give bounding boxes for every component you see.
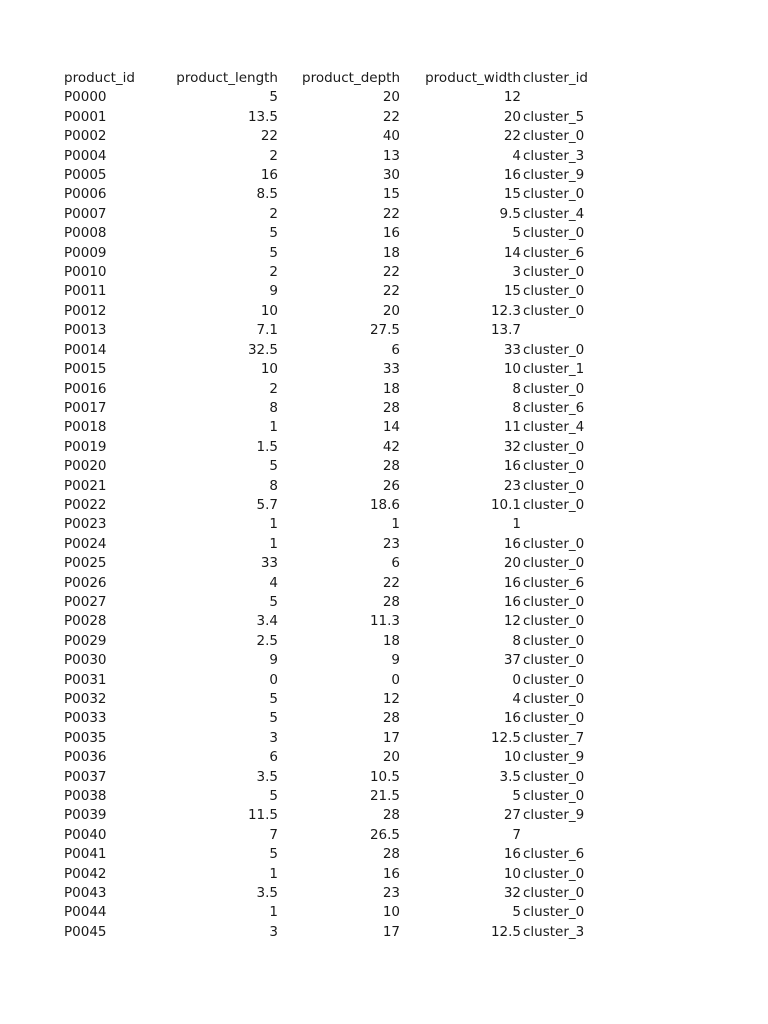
product-length-cell[interactable]: 2 <box>269 264 278 281</box>
product-id-cell[interactable]: P0040 <box>64 826 107 843</box>
cluster-id-cell[interactable] <box>521 826 603 845</box>
product-width-cell[interactable]: 16 <box>503 574 521 591</box>
product-depth-cell[interactable]: 11.3 <box>369 613 400 630</box>
column-header-product-width[interactable]: product_width <box>425 70 521 86</box>
cluster-id-cell[interactable]: cluster_0 <box>523 768 585 785</box>
cluster-id-cell[interactable]: cluster_0 <box>523 710 585 727</box>
product-depth-cell[interactable]: 23 <box>382 535 400 552</box>
cluster-id-cell[interactable]: cluster_6 <box>523 399 585 416</box>
product-width-cell[interactable]: 13.7 <box>490 322 521 339</box>
header-row <box>64 69 603 88</box>
table-row <box>64 632 603 651</box>
product-width-cell[interactable]: 16 <box>503 167 521 184</box>
product-depth-cell[interactable]: 23 <box>382 885 400 902</box>
product-id-cell[interactable]: P0043 <box>64 885 107 902</box>
product-id-cell[interactable]: P0009 <box>64 244 107 261</box>
product-id-cell[interactable]: P0031 <box>64 671 107 688</box>
table-row <box>64 88 603 107</box>
product-width-cell[interactable]: 37 <box>503 652 521 669</box>
column-header-product-depth[interactable]: product_depth <box>302 70 400 86</box>
table-row <box>64 341 603 360</box>
product-depth-cell[interactable]: 20 <box>382 302 400 319</box>
product-width-cell[interactable]: 20 <box>503 555 521 572</box>
cluster-id-cell[interactable]: cluster_1 <box>523 361 585 378</box>
product-id-cell[interactable]: P0001 <box>64 108 107 125</box>
table-row <box>64 380 603 399</box>
product-id-cell[interactable]: P0022 <box>64 496 107 513</box>
product-depth-cell[interactable]: 28 <box>382 399 400 416</box>
cluster-id-cell[interactable]: cluster_0 <box>523 225 585 242</box>
product-depth-cell[interactable]: 26 <box>382 477 400 494</box>
product-id-cell[interactable]: P0011 <box>64 283 107 300</box>
table-body <box>64 88 603 942</box>
product-width-cell[interactable]: 10.1 <box>490 496 521 513</box>
product-id-cell[interactable]: P0037 <box>64 768 107 785</box>
product-depth-cell[interactable]: 27.5 <box>369 322 400 339</box>
product-depth-cell[interactable]: 10.5 <box>369 768 400 785</box>
product-width-cell[interactable]: 0 <box>512 671 521 688</box>
product-id-cell[interactable]: P0004 <box>64 147 107 164</box>
product-length-cell[interactable]: 0 <box>269 671 278 688</box>
product-width-cell[interactable]: 10 <box>503 749 521 766</box>
product-length-cell[interactable]: 3 <box>269 923 278 940</box>
product-length-cell[interactable]: 2.5 <box>256 632 278 649</box>
product-id-cell[interactable]: P0030 <box>64 652 107 669</box>
product-width-cell[interactable]: 8 <box>512 632 521 649</box>
product-id-cell[interactable]: P0026 <box>64 574 107 591</box>
product-length-cell[interactable]: 1.5 <box>256 438 278 455</box>
cluster-id-cell[interactable]: cluster_0 <box>523 496 585 513</box>
product-depth-cell[interactable]: 6 <box>391 555 400 572</box>
product-depth-cell[interactable]: 33 <box>382 361 400 378</box>
product-depth-cell[interactable]: 20 <box>382 89 400 106</box>
cluster-id-cell[interactable] <box>521 321 603 340</box>
product-length-cell[interactable]: 5 <box>269 710 278 727</box>
cluster-id-cell[interactable]: cluster_0 <box>523 477 585 494</box>
cluster-id-cell[interactable]: cluster_0 <box>523 632 585 649</box>
table-row <box>64 147 603 166</box>
cluster-id-cell[interactable]: cluster_0 <box>523 904 585 921</box>
product-width-cell[interactable]: 15 <box>503 186 521 203</box>
product-width-cell[interactable]: 27 <box>503 807 521 824</box>
product-width-cell[interactable]: 33 <box>503 341 521 358</box>
product-id-cell[interactable]: P0020 <box>64 458 107 475</box>
product-depth-cell[interactable]: 22 <box>382 283 400 300</box>
product-depth-cell[interactable]: 0 <box>391 671 400 688</box>
table-row <box>64 884 603 903</box>
cluster-id-cell[interactable]: cluster_7 <box>523 729 585 746</box>
product-id-cell[interactable]: P0006 <box>64 186 107 203</box>
cluster-id-cell[interactable]: cluster_0 <box>523 652 585 669</box>
product-id-cell[interactable]: P0028 <box>64 613 107 630</box>
table-row <box>64 903 603 922</box>
product-depth-cell[interactable]: 18.6 <box>369 496 400 513</box>
table-row <box>64 166 603 185</box>
cluster-id-cell[interactable]: cluster_5 <box>523 108 585 125</box>
product-length-cell[interactable]: 2 <box>269 380 278 397</box>
product-depth-cell[interactable]: 18 <box>382 632 400 649</box>
product-length-cell[interactable]: 5.7 <box>256 496 278 513</box>
product-depth-cell[interactable]: 13 <box>382 147 400 164</box>
table-row <box>64 651 603 670</box>
product-width-cell[interactable]: 8 <box>512 399 521 416</box>
product-id-cell[interactable]: P0016 <box>64 380 107 397</box>
cluster-id-cell[interactable]: cluster_0 <box>523 788 585 805</box>
product-length-cell[interactable]: 6 <box>269 749 278 766</box>
product-depth-cell[interactable]: 21.5 <box>369 788 400 805</box>
cluster-id-cell[interactable]: cluster_0 <box>523 341 585 358</box>
cluster-id-cell[interactable]: cluster_3 <box>523 147 585 164</box>
product-width-cell[interactable]: 12.5 <box>490 729 521 746</box>
product-width-cell[interactable]: 16 <box>503 535 521 552</box>
cluster-id-cell[interactable]: cluster_0 <box>523 593 585 610</box>
cluster-id-cell[interactable]: cluster_0 <box>523 283 585 300</box>
cluster-id-cell[interactable]: cluster_0 <box>523 613 585 630</box>
product-width-cell[interactable]: 20 <box>503 108 521 125</box>
product-length-cell[interactable]: 5 <box>269 788 278 805</box>
product-id-cell[interactable]: P0007 <box>64 205 107 222</box>
product-depth-cell[interactable]: 16 <box>382 865 400 882</box>
table-row <box>64 690 603 709</box>
product-width-cell[interactable]: 7 <box>512 826 521 843</box>
product-length-cell[interactable]: 22 <box>260 128 278 145</box>
cluster-id-cell[interactable]: cluster_6 <box>523 244 585 261</box>
product-depth-cell[interactable]: 18 <box>382 380 400 397</box>
product-length-cell[interactable]: 5 <box>269 593 278 610</box>
product-depth-cell[interactable]: 20 <box>382 749 400 766</box>
product-length-cell[interactable]: 3.5 <box>256 885 278 902</box>
table-row <box>64 826 603 845</box>
product-width-cell[interactable]: 8 <box>512 380 521 397</box>
product-width-cell[interactable]: 5 <box>512 904 521 921</box>
product-width-cell[interactable]: 12 <box>503 613 521 630</box>
product-depth-cell[interactable]: 28 <box>382 710 400 727</box>
cluster-id-cell[interactable]: cluster_0 <box>523 691 585 707</box>
cluster-id-cell[interactable]: cluster_3 <box>523 923 585 940</box>
product-length-cell[interactable]: 5 <box>269 244 278 261</box>
product-length-cell[interactable]: 1 <box>269 865 278 882</box>
table-row <box>64 593 603 612</box>
product-id-cell[interactable]: P0025 <box>64 555 107 572</box>
product-width-cell[interactable]: 5 <box>512 225 521 242</box>
product-width-cell[interactable]: 4 <box>512 691 521 707</box>
cluster-id-cell[interactable] <box>521 88 603 107</box>
table-row <box>64 845 603 864</box>
product-width-cell[interactable]: 3.5 <box>499 768 521 785</box>
cluster-id-cell[interactable]: cluster_0 <box>523 885 585 902</box>
table-row <box>64 302 603 321</box>
product-width-cell[interactable]: 10 <box>503 361 521 378</box>
product-width-cell[interactable]: 15 <box>503 283 521 300</box>
product-length-cell[interactable]: 3.4 <box>256 613 278 630</box>
table-row <box>64 185 603 204</box>
table-row <box>64 457 603 476</box>
table-row <box>64 787 603 806</box>
product-length-cell[interactable]: 32.5 <box>247 341 278 358</box>
table-row <box>64 360 603 379</box>
cluster-id-cell[interactable]: cluster_0 <box>523 302 585 319</box>
product-width-cell[interactable]: 16 <box>503 593 521 610</box>
product-length-cell[interactable]: 1 <box>269 516 278 533</box>
product-depth-cell[interactable]: 28 <box>382 846 400 863</box>
product-id-cell[interactable]: P0044 <box>64 904 107 921</box>
product-length-cell[interactable]: 16 <box>260 167 278 184</box>
product-length-cell[interactable]: 13.5 <box>247 108 278 125</box>
product-id-cell[interactable]: P0017 <box>64 399 107 416</box>
product-length-cell[interactable]: 5 <box>269 458 278 475</box>
cluster-id-cell[interactable]: cluster_0 <box>523 458 585 475</box>
product-depth-cell[interactable]: 15 <box>382 186 400 203</box>
product-length-cell[interactable]: 10 <box>260 302 278 319</box>
product-depth-cell[interactable]: 22 <box>382 574 400 591</box>
product-id-cell[interactable]: P0012 <box>64 302 107 319</box>
product-length-cell[interactable]: 8 <box>269 399 278 416</box>
cluster-id-cell[interactable]: cluster_0 <box>523 535 585 552</box>
product-depth-cell[interactable]: 1 <box>391 516 400 533</box>
product-length-cell[interactable]: 1 <box>269 419 278 436</box>
product-id-cell[interactable]: P0041 <box>64 846 107 863</box>
product-id-cell[interactable]: P0024 <box>64 535 107 552</box>
cluster-id-cell[interactable] <box>521 515 603 534</box>
product-depth-cell[interactable]: 14 <box>382 419 400 436</box>
table-row <box>64 224 603 243</box>
product-length-cell[interactable]: 11.5 <box>247 807 278 824</box>
table-row <box>64 768 603 787</box>
product-id-cell[interactable]: P0014 <box>64 341 107 358</box>
product-id-cell[interactable]: P0032 <box>64 691 107 707</box>
product-width-cell[interactable]: 32 <box>503 438 521 455</box>
product-id-cell[interactable]: P0029 <box>64 632 107 649</box>
table-row <box>64 806 603 825</box>
product-length-cell[interactable]: 1 <box>269 535 278 552</box>
product-width-cell[interactable]: 16 <box>503 458 521 475</box>
product-id-cell[interactable]: P0008 <box>64 225 107 242</box>
product-length-cell[interactable]: 3 <box>269 729 278 746</box>
product-depth-cell[interactable]: 6 <box>391 341 400 358</box>
product-length-cell[interactable]: 10 <box>260 361 278 378</box>
product-id-cell[interactable]: P0018 <box>64 419 107 436</box>
cluster-id-cell[interactable]: cluster_6 <box>523 574 585 591</box>
product-length-cell[interactable]: 9 <box>269 652 278 669</box>
table-row <box>64 515 603 534</box>
product-depth-cell[interactable]: 30 <box>382 167 400 184</box>
product-depth-cell[interactable]: 22 <box>382 108 400 125</box>
product-id-cell[interactable]: P0019 <box>64 438 107 455</box>
product-length-cell[interactable]: 2 <box>269 147 278 164</box>
table-row <box>64 282 603 301</box>
product-depth-cell[interactable]: 17 <box>382 729 400 746</box>
table-row <box>64 127 603 146</box>
product-id-cell[interactable]: P0010 <box>64 264 107 281</box>
product-width-cell[interactable]: 3 <box>512 264 521 281</box>
product-length-cell[interactable]: 4 <box>269 574 278 591</box>
table-row <box>64 612 603 631</box>
product-id-cell[interactable]: P0045 <box>64 923 107 940</box>
table-row <box>64 321 603 340</box>
product-id-cell[interactable]: P0036 <box>64 749 107 766</box>
product-width-cell[interactable]: 9.5 <box>499 205 521 222</box>
product-length-cell[interactable]: 33 <box>260 555 278 572</box>
cluster-id-cell[interactable]: cluster_4 <box>523 419 585 436</box>
product-id-cell[interactable]: P0035 <box>64 729 107 746</box>
product-depth-cell[interactable]: 22 <box>382 205 400 222</box>
product-length-cell[interactable]: 8.5 <box>256 186 278 203</box>
product-id-cell[interactable]: P0021 <box>64 477 107 494</box>
product-width-cell[interactable]: 11 <box>503 419 521 436</box>
table-row <box>64 438 603 457</box>
product-depth-cell[interactable]: 28 <box>382 593 400 610</box>
product-id-cell[interactable]: P0002 <box>64 128 107 145</box>
table-row <box>64 205 603 224</box>
cluster-id-cell[interactable]: cluster_6 <box>523 846 585 863</box>
product-id-cell[interactable]: P0042 <box>64 865 107 882</box>
cluster-id-cell[interactable]: cluster_0 <box>523 264 585 281</box>
product-id-cell[interactable]: P0038 <box>64 788 107 805</box>
product-width-cell[interactable]: 22 <box>503 128 521 145</box>
product-length-cell[interactable]: 2 <box>269 205 278 222</box>
table-row <box>64 865 603 884</box>
table-row <box>64 729 603 748</box>
product-length-cell[interactable]: 5 <box>269 691 278 707</box>
table-row <box>64 574 603 593</box>
product-length-cell[interactable]: 8 <box>269 477 278 494</box>
product-width-cell[interactable]: 16 <box>503 710 521 727</box>
product-length-cell[interactable]: 1 <box>269 904 278 921</box>
product-depth-cell[interactable]: 16 <box>382 225 400 242</box>
table-row <box>64 709 603 728</box>
product-length-cell[interactable]: 5 <box>269 225 278 242</box>
product-width-cell[interactable]: 5 <box>512 788 521 805</box>
table-row <box>64 108 603 127</box>
table-row <box>64 671 603 690</box>
product-length-cell[interactable]: 3.5 <box>256 768 278 785</box>
cluster-id-cell[interactable]: cluster_9 <box>523 167 585 184</box>
cluster-id-cell[interactable]: cluster_0 <box>523 671 585 688</box>
product-id-cell[interactable]: P0000 <box>64 89 107 106</box>
data-table <box>64 69 603 942</box>
cluster-id-cell[interactable]: cluster_0 <box>523 865 585 882</box>
product-id-cell[interactable]: P0039 <box>64 807 107 824</box>
product-depth-cell[interactable]: 10 <box>382 904 400 921</box>
product-width-cell[interactable]: 1 <box>512 516 521 533</box>
product-id-cell[interactable]: P0033 <box>64 710 107 727</box>
table-row <box>64 748 603 767</box>
product-width-cell[interactable]: 10 <box>503 865 521 882</box>
product-id-cell[interactable]: P0027 <box>64 593 107 610</box>
product-length-cell[interactable]: 9 <box>269 283 278 300</box>
product-depth-cell[interactable]: 26.5 <box>369 826 400 843</box>
product-width-cell[interactable]: 32 <box>503 885 521 902</box>
cluster-id-cell[interactable]: cluster_4 <box>523 205 585 222</box>
table-row <box>64 244 603 263</box>
table-row <box>64 496 603 515</box>
product-depth-cell[interactable]: 22 <box>382 264 400 281</box>
cluster-id-cell[interactable]: cluster_0 <box>523 380 585 397</box>
product-width-cell[interactable]: 4 <box>512 147 521 164</box>
cluster-id-cell[interactable]: cluster_9 <box>523 749 585 766</box>
table-row <box>64 399 603 418</box>
product-depth-cell[interactable]: 42 <box>382 438 400 455</box>
product-id-cell[interactable]: P0005 <box>64 167 107 184</box>
product-width-cell[interactable]: 14 <box>503 244 521 261</box>
product-width-cell[interactable]: 23 <box>503 477 521 494</box>
product-length-cell[interactable]: 7 <box>269 826 278 843</box>
table-row <box>64 263 603 282</box>
product-width-cell[interactable]: 12.5 <box>490 923 521 940</box>
product-depth-cell[interactable]: 28 <box>382 807 400 824</box>
product-id-cell[interactable]: P0013 <box>64 322 107 339</box>
table-row <box>64 535 603 554</box>
cluster-id-cell[interactable]: cluster_0 <box>523 186 585 203</box>
product-length-cell[interactable]: 5 <box>269 89 278 106</box>
product-depth-cell[interactable]: 12 <box>382 691 400 707</box>
table-row <box>64 554 603 573</box>
product-length-cell[interactable]: 5 <box>269 846 278 863</box>
product-depth-cell[interactable]: 18 <box>382 244 400 261</box>
column-header-product-length[interactable]: product_length <box>176 70 278 86</box>
table-row <box>64 477 603 496</box>
product-depth-cell[interactable]: 17 <box>382 923 400 940</box>
table-row <box>64 923 603 942</box>
cluster-id-cell[interactable]: cluster_0 <box>523 555 585 572</box>
cluster-id-cell[interactable]: cluster_9 <box>523 807 585 824</box>
product-id-cell[interactable]: P0023 <box>64 516 107 533</box>
product-width-cell[interactable]: 12.3 <box>490 302 521 319</box>
product-length-cell[interactable]: 7.1 <box>256 322 278 339</box>
product-id-cell[interactable]: P0015 <box>64 361 107 378</box>
column-header-cluster-id[interactable]: cluster_id <box>523 70 588 86</box>
product-width-cell[interactable]: 16 <box>503 846 521 863</box>
product-depth-cell[interactable]: 9 <box>391 652 400 669</box>
table-row <box>64 418 603 437</box>
product-width-cell[interactable]: 12 <box>503 89 521 106</box>
cluster-id-cell[interactable]: cluster_0 <box>523 438 585 455</box>
column-header-product-id[interactable]: product_id <box>64 70 135 86</box>
product-depth-cell[interactable]: 40 <box>382 128 400 145</box>
product-depth-cell[interactable]: 28 <box>382 458 400 475</box>
cluster-id-cell[interactable]: cluster_0 <box>523 128 585 145</box>
